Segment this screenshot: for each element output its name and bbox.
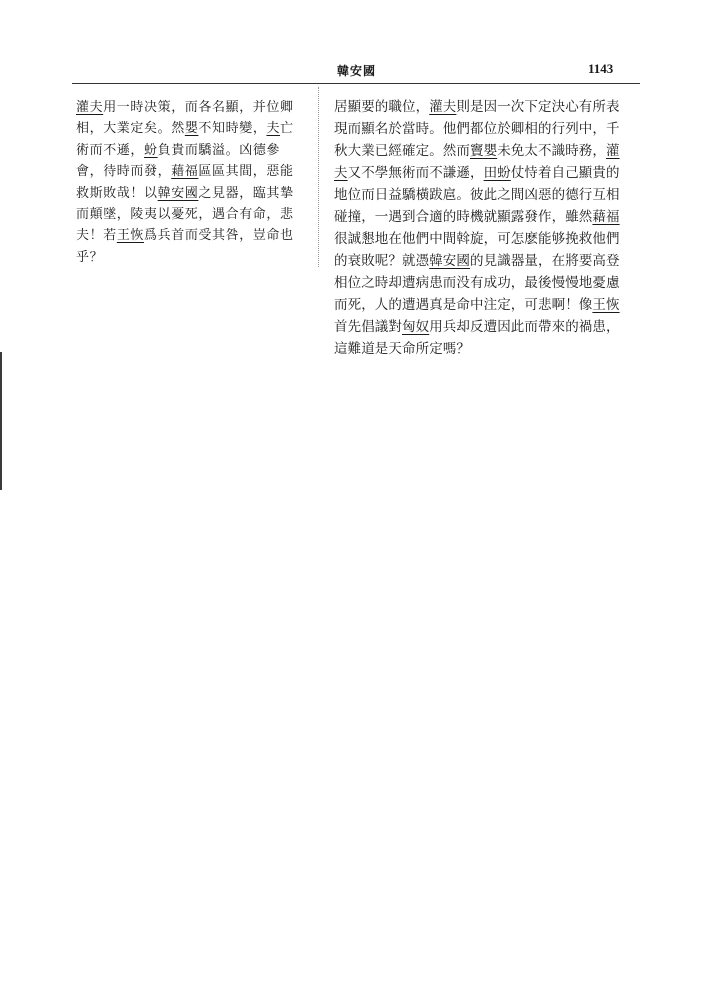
text-segment: 的見識器量，在將要高登 — [470, 253, 620, 269]
proper-name: 灌 — [606, 143, 620, 159]
text-line — [76, 161, 308, 182]
proper-name: 韓安國 — [157, 185, 199, 201]
text-segment: 區區其間，惡能 — [198, 164, 294, 180]
text-segment: 用兵却反遭因此而帶來的禍患， — [429, 319, 620, 335]
translation-text-column — [334, 96, 638, 360]
text-segment: 用一時决策，而各名顯，并位卿 — [103, 100, 294, 115]
proper-name: 藉福 — [592, 209, 620, 225]
text-segment: 現而顯名於當時。他們都位於卿相的行列中，千 — [334, 121, 620, 137]
text-segment: 負貴而驕溢。凶德參 — [157, 142, 281, 158]
text-line — [334, 96, 638, 118]
proper-name: 蚡 — [144, 142, 158, 158]
text-line — [334, 118, 638, 140]
text-line — [334, 206, 638, 228]
proper-name: 王恢 — [592, 297, 620, 313]
text-segment: 夫！若 — [76, 228, 117, 244]
text-segment: 則是因一次下定決心有所表 — [456, 99, 620, 115]
proper-name: 藉福 — [171, 164, 199, 180]
text-line — [334, 184, 638, 206]
proper-name: 田蚡 — [483, 165, 511, 181]
text-segment: 地位而日益驕橫跋扈。彼此之間凶惡的德行互相 — [334, 187, 620, 203]
text-segment: 很誠懇地在他們中間斡旋，可怎麽能够挽救他們 — [334, 231, 620, 247]
text-segment: 首先倡議對 — [334, 319, 402, 335]
text-segment: 而顛墜，陵夷以憂死，遇合有命，悲 — [76, 207, 294, 223]
text-segment: 亡 — [280, 121, 294, 137]
text-segment: 秋大業已經確定。然而 — [334, 143, 470, 159]
text-line — [76, 183, 308, 204]
text-line — [334, 140, 638, 162]
text-line — [76, 204, 308, 225]
proper-name: 嬰 — [184, 121, 199, 137]
text-segment: 未免太不識時務， — [497, 143, 607, 159]
text-segment: 碰撞，一遇到合適的時機就顯露發作，雖然 — [334, 209, 593, 225]
text-line — [334, 162, 638, 184]
text-segment: 又不學無術而不謙遜， — [347, 165, 484, 181]
header-rule — [72, 83, 640, 84]
text-segment: 乎？ — [76, 249, 104, 265]
text-segment: 會，待時而發， — [76, 164, 172, 180]
scan-edge-mark — [0, 352, 2, 490]
running-header-title: 韓安國 — [337, 64, 377, 78]
proper-name: 夫 — [266, 121, 281, 137]
text-line — [76, 247, 308, 268]
proper-name: 竇嬰 — [470, 143, 498, 159]
text-segment: 這難道是天命所定嗎？ — [334, 341, 470, 357]
original-text-column — [76, 97, 308, 268]
proper-name: 灌夫 — [76, 100, 104, 115]
text-segment: 而死，人的遭遇真是命中注定，可悲啊！像 — [334, 297, 593, 313]
text-segment: 術而不遜， — [76, 142, 145, 158]
text-segment: 仗恃着自己顯貴的 — [510, 165, 620, 181]
text-line — [76, 225, 308, 246]
text-segment: 居顯要的職位， — [334, 99, 430, 115]
text-line — [76, 97, 308, 118]
proper-name: 王恢 — [116, 228, 145, 244]
text-line — [334, 316, 638, 338]
proper-name: 夫 — [334, 165, 348, 181]
text-line — [334, 228, 638, 250]
column-divider — [318, 87, 319, 267]
proper-name: 匈奴 — [402, 319, 430, 335]
text-segment: 的衰敗呢？就憑 — [334, 253, 430, 269]
text-segment: 之見器，臨其摯 — [198, 185, 294, 201]
text-line — [334, 272, 638, 294]
page-number: 1143 — [588, 61, 614, 76]
text-line — [334, 338, 638, 360]
text-segment: 救斯敗哉！以 — [76, 185, 158, 201]
proper-name: 韓安國 — [429, 253, 471, 269]
text-line — [334, 294, 638, 316]
text-line — [76, 118, 308, 139]
proper-name: 灌夫 — [429, 99, 457, 115]
text-segment: 相位之時却遭病患而没有成功，最後慢慢地憂慮 — [334, 275, 620, 291]
text-segment: 相，大業定矣。然 — [76, 121, 185, 137]
text-segment: 爲兵首而受其咎，豈命也 — [144, 228, 294, 244]
text-segment: 不知時變， — [198, 121, 267, 137]
text-line — [334, 250, 638, 272]
page-header — [0, 0, 716, 92]
text-line — [76, 140, 308, 161]
